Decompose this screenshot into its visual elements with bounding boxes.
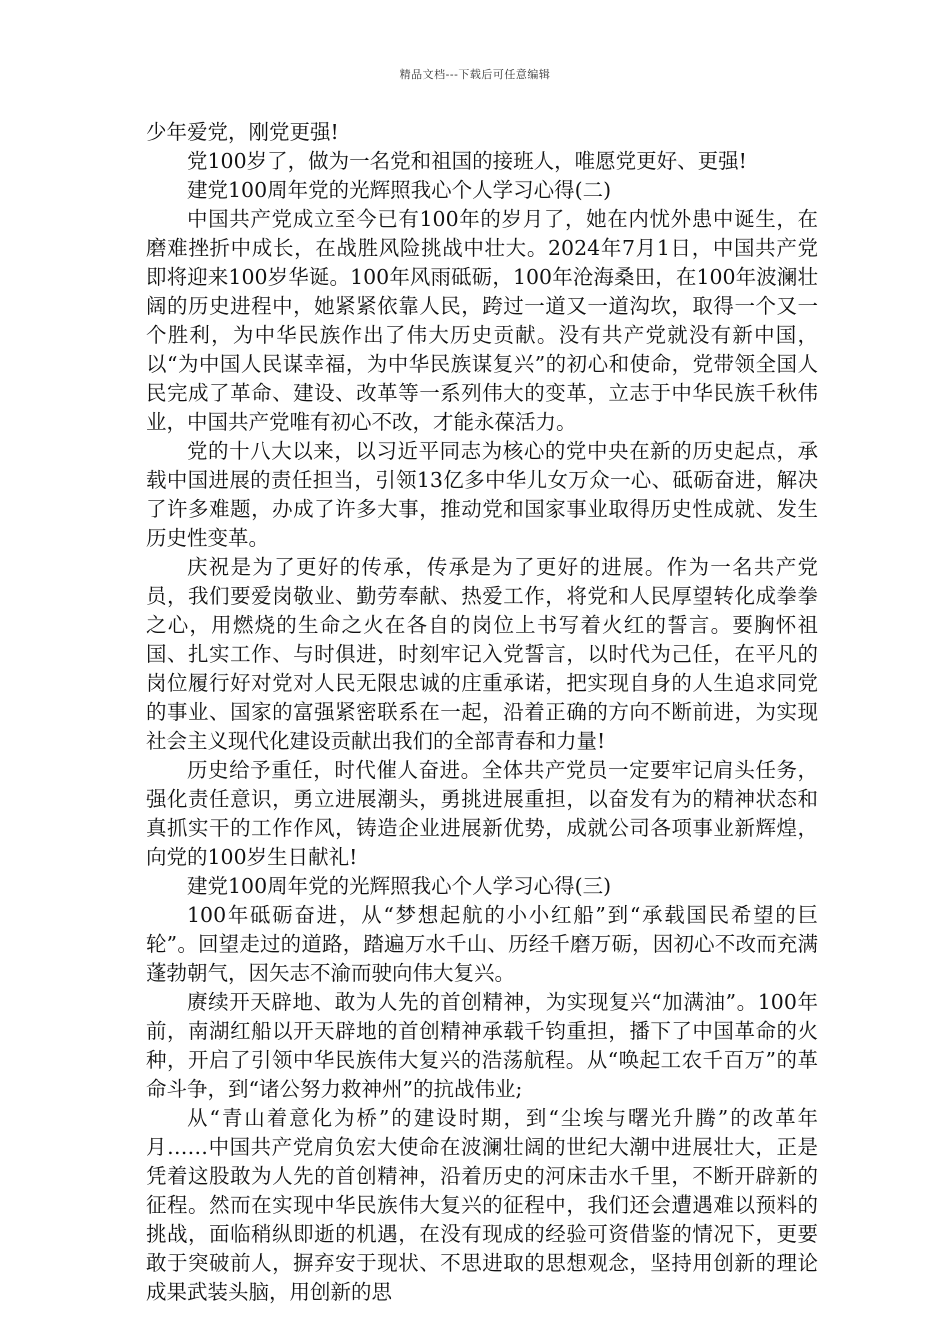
paragraph: 党的十八大以来，以习近平同志为核心的党中央在新的历史起点，承载中国进展的责任担当，引领13亿多中华儿女万众一心、砥砺奋进，解决了许多难题，办成了许多大事，推动党和国家事业取得历史性成就、发生历史性变革。: [146, 439, 818, 550]
paragraph: 赓续开天辟地、敢为人先的首创精神，为实现复兴“加满油”。100年前，南湖红船以开天辟地的首创精神承载千钧重担，播下了中国革命的火种，开启了引领中华民族伟大复兴的浩荡航程。从“唤起工农千百万”的革命斗争，到“诸公努力救神州”的抗战伟业;: [146, 990, 818, 1101]
section-heading: 建党100周年党的光辉照我心个人学习心得(三): [187, 874, 612, 898]
paragraph: 庆祝是为了更好的传承，传承是为了更好的进展。作为一名共产党员，我们要爱岗敬业、勤劳奉献、热爱工作，将党和人民厚望转化成拳拳之心，用燃烧的生命之火在各自的岗位上书写着火红的誓言。要胸怀祖国、扎实工作、与时俱进，时刻牢记入党誓言，以时代为己任，在平凡的岗位履行好对党对人民无限忠诚的庄重承诺，把实现自身的人生追求同党的事业、国家的富强紧密联系在一起，沿着正确的方向不断前进，为实现社会主义现代化建设贡献出我们的全部青春和力量!: [146, 555, 818, 753]
paragraph: 历史给予重任，时代催人奋进。全体共产党员一定要牢记肩头任务，强化责任意识，勇立进展潮头，勇挑进展重担，以奋发有为的精神状态和真抓实干的工作作风，铸造企业进展新优势，成就公司各项事业新辉煌，向党的100岁生日献礼!: [146, 758, 818, 869]
paragraph: 党100岁了，做为一名党和祖国的接班人，唯愿党更好、更强!: [187, 149, 747, 173]
paragraph: 从“青山着意化为桥”的建设时期，到“尘埃与曙光升腾”的改革年月……中国共产党肩负宏大使命在波澜壮阔的世纪大潮中进展壮大，正是凭着这股敢为人先的首创精神，沿着历史的河床击水千里，不断开辟新的征程。然而在实现中华民族伟大复兴的征程中，我们还会遭遇难以预料的挑战，面临稍纵即逝的机遇，在没有现成的经验可资借鉴的情况下，更要敢于突破前人，摒弃安于现状、不思进取的思想观念，坚持用创新的理论成果武装头脑，用创新的思: [146, 1106, 818, 1304]
paragraph: 100年砥砺奋进，从“梦想起航的小小红船”到“承载国民希望的巨轮”。回望走过的道路，踏遍万水千山、历经千磨万砺，因初心不改而充满蓬勃朝气，因矢志不渝而驶向伟大复兴。: [146, 903, 818, 985]
page-header: 精品文档---下载后可任意编辑: [399, 68, 551, 81]
document-body: [146, 118, 818, 1307]
section-heading: 建党100周年党的光辉照我心个人学习心得(二): [187, 178, 612, 202]
paragraph: 少年爱党，刚党更强!: [146, 120, 339, 144]
paragraph: 中国共产党成立至今已有100年的岁月了，她在内忧外患中诞生，在磨难挫折中成长，在战胜风险挑战中壮大。2024年7月1日，中国共产党即将迎来100岁华诞。100年风雨砥砺，100年沧海桑田，在100年波澜壮阔的历史进程中，她紧紧依靠人民，跨过一道又一道沟坎，取得一个又一个胜利，为中华民族作出了伟大历史贡献。没有共产党就没有新中国，以“为中国人民谋幸福，为中华民族谋复兴”的初心和使命，党带领全国人民完成了革命、建设、改革等一系列伟大的变革，立志于中华民族千秋伟业，中国共产党唯有初心不改，才能永葆活力。: [146, 207, 818, 434]
